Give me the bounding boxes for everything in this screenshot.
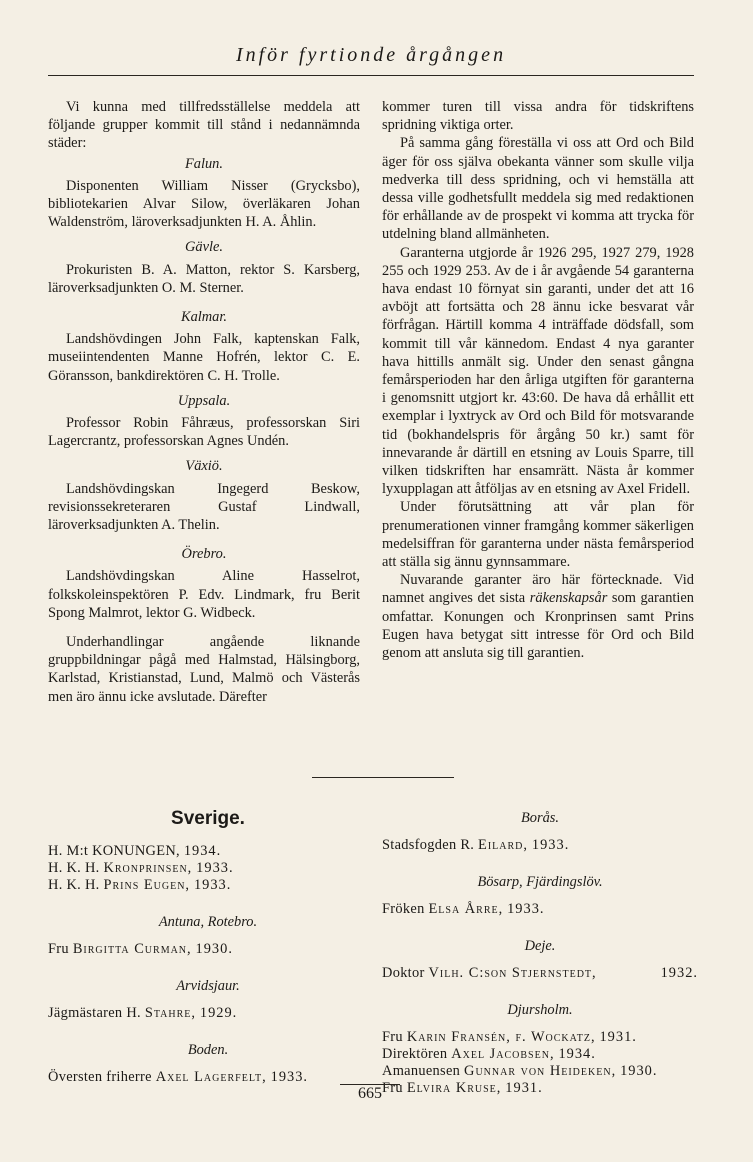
entry-year: 1933.	[531, 837, 570, 853]
entry-title: Översten friherre	[48, 1069, 152, 1085]
entry-title: H. M:t	[48, 843, 89, 859]
entry-name: Kronprinsen,	[103, 860, 193, 876]
place-heading: Djursholm.	[507, 1002, 573, 1018]
entry-year: 1932.	[660, 965, 698, 981]
entry-year: 1934.	[558, 1046, 596, 1062]
list-entry	[382, 1063, 698, 1080]
entry-year: 1933.	[193, 877, 232, 893]
entry-name: Birgitta Curman,	[72, 941, 192, 957]
entry-person	[382, 965, 597, 982]
group-members: Disponenten William Nisser (Grycksbo), bibliotekarien Alvar Silow, överläkaren Johan Waldenström, läroverksadjunkten H. A. Åhlin.	[48, 177, 360, 231]
list-entry	[382, 965, 698, 982]
city-heading: Kalmar.	[181, 309, 227, 326]
entry-name: Axel Lagerfelt,	[155, 1069, 267, 1085]
place-heading: Bösarp, Fjärdingslöv.	[477, 874, 603, 890]
entry-title: Stadsfogden R.	[382, 837, 475, 853]
section-title: Sverige.	[171, 808, 245, 829]
list-entry	[48, 860, 368, 877]
city-heading: Uppsala.	[177, 392, 231, 409]
entry-name: Elsa Årre,	[428, 901, 504, 917]
entry-title: Fröken	[382, 901, 425, 917]
entry-name: Karin Fransén, f. Wockatz,	[406, 1029, 596, 1045]
entry-year: 1933.	[270, 1069, 309, 1085]
group-members: Landshövdingskan Ingegerd Beskow, revisionssekreteraren Gustaf Lindwall, läroverksadjunkten A. Thelin.	[48, 480, 360, 534]
text: som garantien omfattar. Konungen och Kronprinsen samt Prins Eugen hava betygat sitt intresse för Ord och Bild genom att ansluta sig till garantien.	[382, 590, 695, 662]
entry-name: Axel Jacobsen,	[451, 1046, 555, 1062]
paragraph: På samma gång föreställa vi oss att Ord och Bild äger för oss själva obekanta vänner som skulle vilja medverka till dess spridning, och vi hemställa att dessa ville godhetsfullt meddela sig med redaktionen för erhållande av de prospekt vi komma att trycka för utdelning bland allmänheten.	[382, 135, 694, 243]
paragraph: Garanterna utgjorde år 1926 295, 1927 279, 1928 255 och 1929 253. Av de i år avgående 54 garanterna hava endast 10 förnyat sin garanti, under det att 16 avböjt att fortsätta och 28 ännu icke besvarat vår förfrågan. Härtill komma 4 inträffade dödsfall, som kommit till vår kännedom. Endast 4 nya garanter hava hittills anmält sig. Under den senast gångna femårsperioden har den årliga utgiften för garanterna i genomsnitt utgjort kr. 43:60. De hava då erhållit ett exemplar i lyxtryck av Ord och Bild för motsvarande tid (bokhandelspris för årgång 50 kr.) samt för innevarande år därtill en etsning av Louis Sparre, till vilken tidskriften har ensamrätt. Nästa år kommer lyxupplagan att åtföljas av en etsning av Axel Fridell.	[382, 244, 694, 498]
header-rule	[48, 75, 694, 76]
list-entry	[382, 901, 698, 918]
city-heading: Örebro.	[181, 546, 227, 563]
intro-paragraph: Vi kunna med tillfredsställelse meddela att följande grupper kommit till stånd i nedannämnda städer:	[48, 99, 360, 152]
place-heading: Boden.	[187, 1042, 229, 1058]
list-entry	[48, 843, 368, 860]
entry-year: 1931.	[505, 1080, 543, 1096]
text: Nuvarande garanter äro här förtecknade. Vid namnet angives det sista	[382, 572, 694, 607]
list-entry	[382, 837, 698, 854]
entry-year: 1930.	[620, 1063, 658, 1079]
entry-name: Stahre,	[144, 1005, 196, 1021]
guarantor-list-left	[48, 810, 368, 1086]
entry-year: 1929.	[199, 1005, 238, 1021]
list-entry	[48, 1069, 368, 1086]
group-members: Prokuristen B. A. Matton, rektor S. Karsberg, läroverksadjunkten O. M. Sterner.	[48, 261, 360, 296]
entry-year: 1933.	[196, 860, 234, 876]
entry-name: Gunnar von Heideken,	[464, 1063, 617, 1079]
group-members: Landshövdingen John Falk, kaptenskan Falk, museiintendenten Manne Hofrén, lektor C. E. Göransson, bankdirektören C. H. Trolle.	[48, 331, 360, 384]
continued-paragraph: kommer turen till vissa andra för tidskriftens spridning viktiga orter.	[382, 99, 694, 134]
paragraph: Under förutsättning att vår plan för prenumerationen vinner framgång kommer säkerligen medelsiffran för garanterna under nästa femårsperiod att ställa sig ännu gynnsammare.	[382, 499, 694, 571]
list-entry	[382, 1046, 698, 1063]
entry-title: Doktor	[382, 965, 425, 981]
closing-paragraph: Underhandlingar angående liknande gruppbildningar pågå med Halmstad, Hälsingborg, Karlstad, Kristianstad, Lund, Malmö och Västerås men äro ännu icke avslutade. Därefter	[48, 634, 360, 705]
entry-name: KONUNGEN,	[92, 843, 180, 859]
list-entry	[48, 1005, 368, 1022]
entry-year: 1934.	[183, 843, 222, 859]
entry-name: Elvira Kruse,	[406, 1080, 502, 1096]
city-heading: Falun.	[185, 155, 223, 172]
city-heading: Gävle.	[185, 239, 223, 256]
place-heading: Borås.	[521, 810, 559, 826]
entry-name: Prins Eugen,	[103, 877, 191, 893]
group-members: Landshövdingskan Aline Hasselrot, folkskoleinspektören P. Edv. Lindmark, fru Berit Spong Malmrot, lektor G. Widbeck.	[48, 568, 360, 621]
entry-title: H. K. H.	[48, 860, 100, 876]
entry-title: Jägmästaren H.	[48, 1005, 141, 1021]
entry-year: 1931.	[599, 1029, 637, 1045]
emphasis: räkenskapsår	[529, 590, 608, 607]
list-entry	[48, 877, 368, 894]
city-heading: Växiö.	[185, 458, 223, 475]
guarantor-list-right	[382, 810, 698, 1097]
entry-year: 1930.	[195, 941, 233, 957]
page-number: 665	[358, 1085, 382, 1102]
paragraph	[382, 571, 694, 662]
entry-title: Amanuensen	[382, 1063, 461, 1079]
right-column	[382, 98, 694, 662]
list-entry	[382, 1029, 698, 1046]
place-heading: Antuna, Rotebro.	[158, 914, 258, 930]
place-heading: Arvidsjaur.	[176, 978, 240, 994]
section-divider	[312, 777, 454, 778]
entry-title: Direktören	[382, 1046, 448, 1062]
entry-title: Fru	[382, 1029, 403, 1045]
left-column	[48, 98, 360, 706]
entry-title: Fru	[382, 1080, 403, 1096]
entry-year: 1933.	[507, 901, 545, 917]
place-heading: Deje.	[524, 938, 556, 954]
running-header: Inför fyrtionde årgången	[235, 44, 507, 66]
list-entry	[48, 941, 368, 958]
entry-title: H. K. H.	[48, 877, 100, 893]
list-entry	[382, 1080, 698, 1097]
group-members: Professor Robin Fåhræus, professorskan Siri Lagercrantz, professorskan Agnes Undén.	[48, 415, 360, 450]
entry-name: Vilh. C:son Stjernstedt,	[428, 965, 597, 981]
entry-name: Eilard,	[478, 837, 528, 853]
entry-title: Fru	[48, 941, 69, 957]
